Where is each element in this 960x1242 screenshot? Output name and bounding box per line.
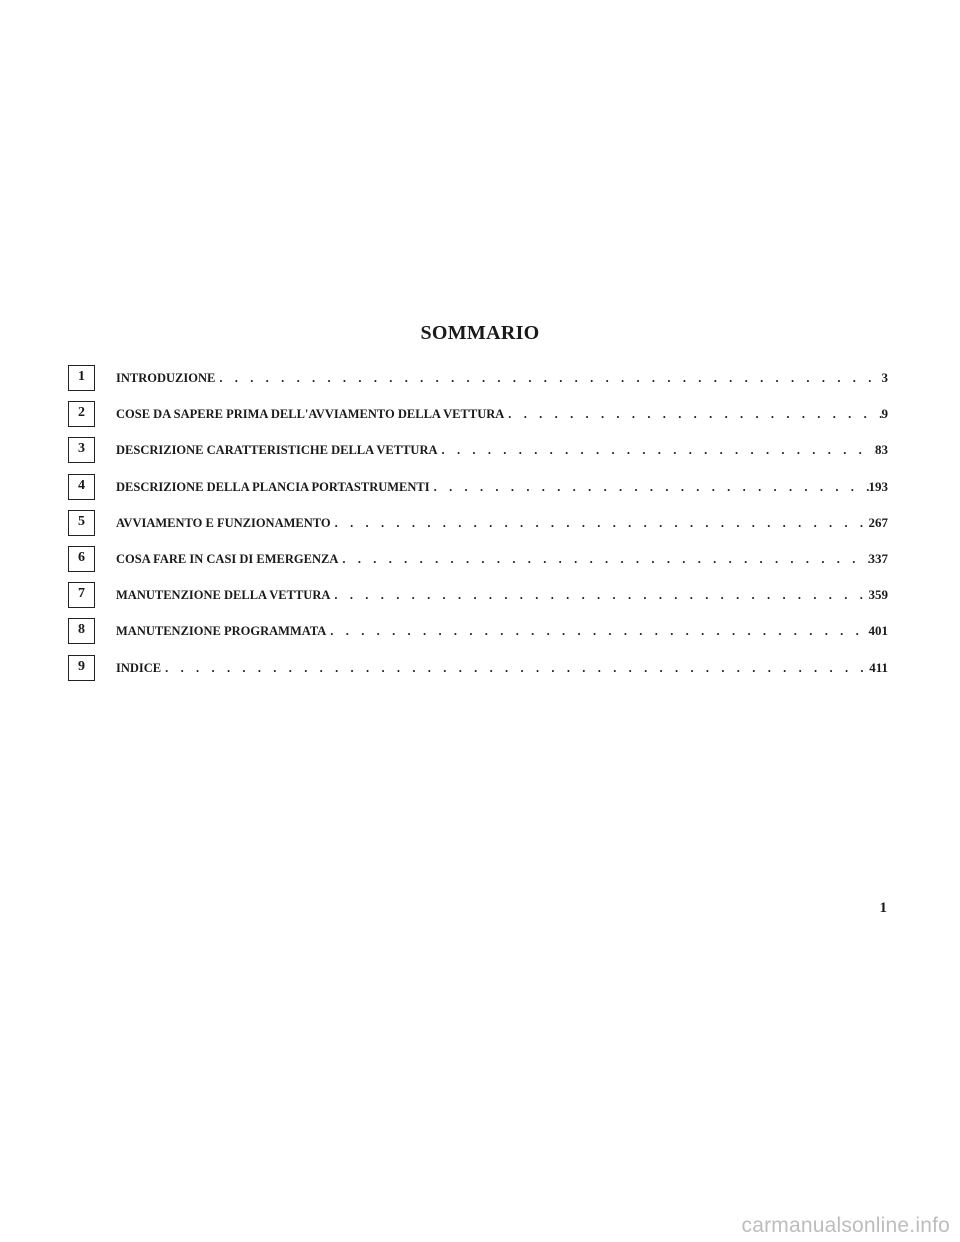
toc-entry[interactable]	[68, 507, 888, 543]
toc-entry[interactable]	[68, 543, 888, 579]
chapter-tab: 5	[68, 510, 95, 536]
chapter-tab: 3	[68, 437, 95, 463]
dot-leader	[430, 480, 869, 495]
toc-entry-title: COSE DA SAPERE PRIMA DELL'AVVIAMENTO DELLA VETTURA	[116, 407, 505, 422]
toc-entry-title: MANUTENZIONE DELLA VETTURA	[116, 588, 331, 603]
toc-entry-page: 193	[868, 478, 888, 494]
toc-entry-title: INDICE	[116, 660, 162, 675]
toc-entry-page: 401	[868, 623, 888, 639]
toc-entry-title: INTRODUZIONE	[116, 371, 216, 385]
dot-leader	[438, 443, 876, 458]
toc-entry[interactable]	[68, 398, 888, 434]
chapter-tab: 1	[68, 365, 95, 391]
chapter-tab: 6	[68, 546, 95, 572]
toc-line	[116, 587, 888, 603]
toc-line	[116, 370, 888, 386]
toc-entry-page: 267	[868, 514, 888, 530]
toc-entry-title: MANUTENZIONE PROGRAMMATA	[116, 624, 327, 639]
chapter-tab: 7	[68, 582, 95, 608]
toc-entry[interactable]	[68, 652, 888, 688]
dot-leader	[338, 552, 868, 567]
dot-leader	[504, 407, 881, 422]
toc-entry-title: DESCRIZIONE DELLA PLANCIA PORTASTRUMENTI	[116, 479, 430, 494]
dot-leader	[331, 516, 869, 531]
toc-line	[116, 442, 888, 458]
toc-entry-page: 3	[881, 370, 888, 385]
dot-leader	[161, 661, 869, 676]
toc-line	[116, 551, 888, 567]
toc-entry-title: COSA FARE IN CASI DI EMERGENZA	[116, 551, 339, 566]
chapter-tab: 4	[68, 474, 95, 500]
dot-leader	[330, 588, 868, 603]
toc-entry[interactable]	[68, 615, 888, 651]
page-number: 1	[879, 900, 887, 916]
toc-line	[116, 406, 888, 422]
page-title: SOMMARIO	[420, 322, 540, 344]
chapter-tab: 8	[68, 618, 95, 644]
toc-line	[116, 660, 888, 676]
toc-entry-page: 411	[869, 659, 888, 675]
toc-entry[interactable]	[68, 471, 888, 507]
toc-line	[116, 623, 888, 639]
dot-leader	[215, 371, 881, 386]
toc-entry-page: 9	[881, 406, 888, 422]
chapter-tab: 9	[68, 655, 95, 681]
toc-entry-page: 359	[868, 587, 888, 603]
toc-line	[116, 515, 888, 531]
chapter-tab: 2	[68, 401, 95, 427]
toc-entry[interactable]	[68, 362, 888, 398]
toc-entry-title: DESCRIZIONE CARATTERISTICHE DELLA VETTURA	[116, 443, 438, 458]
dot-leader	[326, 624, 868, 639]
watermark: carmanualsonline.info	[741, 1214, 950, 1237]
toc-entry[interactable]	[68, 579, 888, 615]
toc-line	[116, 479, 888, 495]
toc-entry[interactable]	[68, 434, 888, 470]
table-of-contents	[68, 362, 888, 688]
toc-entry-title: AVVIAMENTO E FUNZIONAMENTO	[116, 515, 331, 530]
toc-entry-page: 337	[868, 550, 888, 566]
toc-entry-page: 83	[875, 442, 888, 458]
